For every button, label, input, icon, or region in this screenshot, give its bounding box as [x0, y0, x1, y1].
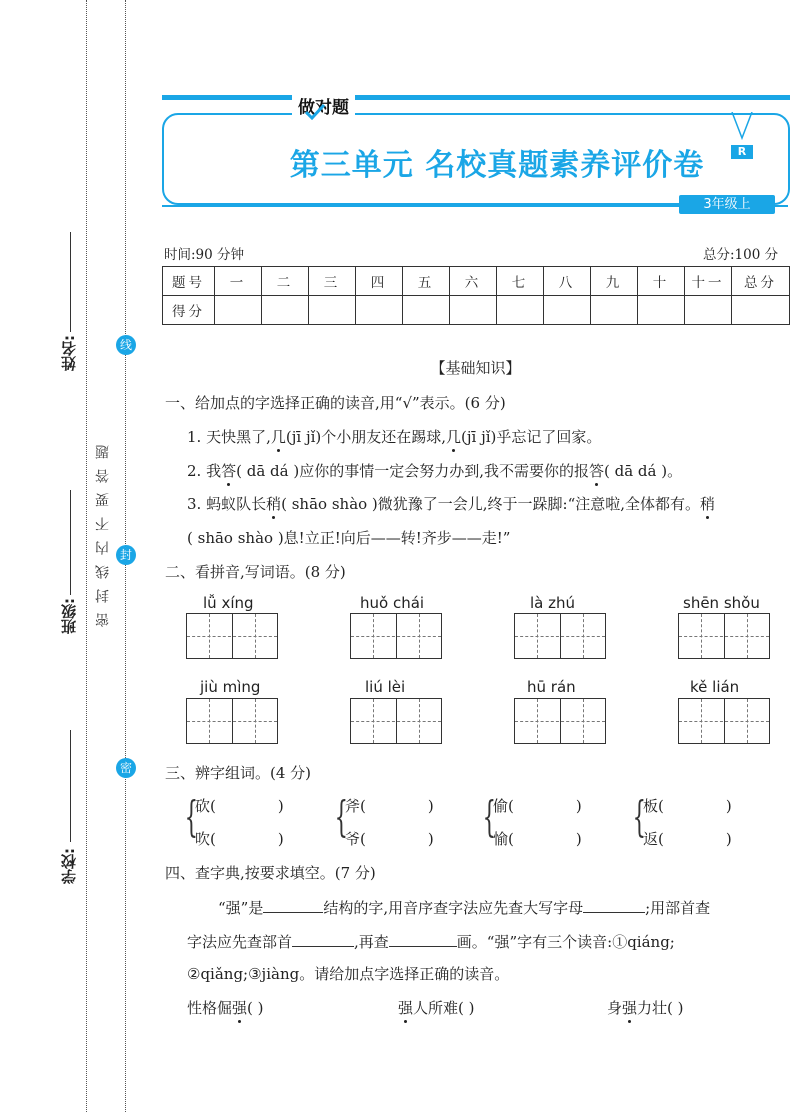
pinyin-label: jiù mìng [200, 678, 261, 696]
q1-l3-text: 3. 蚂蚁队长 [187, 495, 267, 513]
table-header-cell: 八 [544, 267, 591, 296]
banner-top-rule [162, 95, 790, 100]
dotted-char: 几 [446, 428, 462, 446]
word-pair-top [643, 795, 732, 816]
q4-text: 身 [607, 999, 623, 1017]
q1-line-2 [187, 460, 682, 481]
score-table-header-row [163, 267, 790, 296]
answer-paren[interactable]: 力壮( ) [637, 999, 684, 1017]
pinyin-label: shēn shǒu [683, 594, 760, 612]
paren-close: ) [725, 830, 732, 848]
table-header-cell: 三 [309, 267, 356, 296]
banner-tag: 做对题 [292, 93, 355, 118]
pinyin-label: là zhú [530, 594, 576, 612]
table-header-cell: 六 [450, 267, 497, 296]
dotted-char: 几 [270, 428, 286, 446]
score-cell[interactable] [450, 296, 497, 325]
brace: { [632, 792, 647, 841]
writing-grid[interactable] [678, 698, 770, 744]
q1-l2-text: ( dā dá )。 [604, 462, 683, 480]
table-header-label: 题号 [163, 267, 215, 296]
exam-time: 时间:90 分钟 [164, 247, 245, 263]
score-table-score-row [163, 296, 790, 325]
word-pair-bottom [643, 828, 732, 849]
word-pair-bottom [493, 828, 582, 849]
table-header-cell: 九 [591, 267, 638, 296]
q1-l3-text: ( shāo shào )微犹豫了一会儿,终于一跺脚:“注意啦,全体都有。 [281, 495, 701, 513]
q1-l2-text: ( dā dá )应你的事情一定会努力办到,我不需要你的报 [236, 462, 589, 480]
table-header-cell: 一 [215, 267, 262, 296]
table-score-label: 得分 [163, 296, 215, 325]
q1-l2-text: 2. 我 [187, 462, 222, 480]
dotted-char: 答 [588, 462, 604, 480]
char-label: 吹( [195, 830, 216, 848]
score-cell[interactable] [403, 296, 450, 325]
q1-line-1 [187, 426, 601, 447]
table-header-cell: 总分 [732, 267, 790, 296]
q4-text: 字法应先查部首 [187, 933, 293, 951]
word-pair-top [493, 795, 582, 816]
table-header-cell: 十 [638, 267, 685, 296]
school-label: 学校: [60, 848, 78, 884]
pinyin-label: lǚ xíng [203, 594, 254, 612]
q4-word-1 [187, 997, 264, 1018]
ribbon-icon [728, 112, 756, 146]
q4-text: “强”是 [218, 899, 264, 917]
q4-word-2 [398, 997, 475, 1018]
q1-line-3 [187, 493, 715, 514]
answer-paren[interactable]: 人所难( ) [413, 999, 475, 1017]
char-label: 砍( [195, 797, 216, 815]
checkmark-icon [305, 104, 325, 120]
score-cell[interactable] [309, 296, 356, 325]
q1-l1-text: (jī jǐ)个小朋友还在踢球, [285, 428, 447, 446]
answer-blank[interactable] [389, 932, 457, 947]
char-label: 返( [643, 830, 664, 848]
q1-title: 一、给加点的字选择正确的读音,用“√”表示。(6 分) [165, 394, 506, 412]
page-title: 第三单元 名校真题素养评价卷 [289, 148, 705, 183]
pinyin-label: huǒ chái [360, 594, 425, 612]
brace: { [184, 792, 199, 841]
score-cell[interactable] [544, 296, 591, 325]
score-table [162, 266, 790, 325]
q4-para-2 [187, 931, 675, 952]
seal-mi-badge: 密 [116, 758, 136, 778]
writing-grid[interactable] [350, 613, 442, 659]
writing-grid[interactable] [186, 613, 278, 659]
table-header-cell: 五 [403, 267, 450, 296]
char-label: 爷( [345, 830, 366, 848]
paren-close: ) [427, 830, 434, 848]
q1-line-4: ( shāo shào )息!立正!向后——转!齐步——走!” [187, 529, 511, 547]
q4-text: 画。“强”字有三个读音:①qiáng; [456, 933, 675, 951]
word-pair-top [195, 795, 284, 816]
q4-text: 结构的字,用音序查字法应先查大写字母 [323, 899, 584, 917]
pinyin-label: hū rán [527, 678, 576, 696]
class-blank [70, 490, 71, 595]
q4-text: ;用部首查 [645, 899, 711, 917]
writing-grid[interactable] [350, 698, 442, 744]
q4-title: 四、查字典,按要求填空。(7 分) [165, 864, 376, 882]
dotted-char: 强 [232, 999, 248, 1017]
score-cell[interactable] [591, 296, 638, 325]
dotted-char: 强 [398, 999, 414, 1017]
dotted-char: 强 [622, 999, 638, 1017]
writing-grid[interactable] [514, 613, 606, 659]
paren-close: ) [575, 797, 582, 815]
char-label: 愉( [493, 830, 514, 848]
paren-close: ) [575, 830, 582, 848]
answer-paren[interactable]: ( ) [247, 999, 264, 1017]
dotted-char: 答 [221, 462, 237, 480]
q2-title: 二、看拼音,写词语。(8 分) [165, 563, 346, 581]
exam-total: 总分:100 分 [703, 247, 779, 263]
dotted-char: 稍 [700, 495, 716, 513]
q4-word-3 [607, 997, 684, 1018]
section-title: 【基础知识】 [430, 359, 521, 377]
writing-grid[interactable] [514, 698, 606, 744]
pinyin-label: kě lián [690, 678, 740, 696]
q3-title: 三、辨字组词。(4 分) [165, 764, 312, 782]
table-header-cell: 四 [356, 267, 403, 296]
seal-feng-badge: 封 [116, 545, 136, 565]
name-label: 姓名: [60, 335, 78, 371]
q1-l1-text: 1. 天快黑了, [187, 428, 271, 446]
brace: { [334, 792, 349, 841]
school-blank [70, 730, 71, 842]
q4-para-3: ②qiǎng;③jiàng。请给加点字选择正确的读音。 [187, 965, 510, 983]
name-blank [70, 232, 71, 332]
score-cell[interactable] [497, 296, 544, 325]
word-pair-bottom [345, 828, 434, 849]
score-cell[interactable] [215, 296, 262, 325]
answer-blank[interactable] [292, 932, 354, 947]
table-header-cell: 二 [262, 267, 309, 296]
score-cell[interactable] [732, 296, 790, 325]
seal-line-notice: 密封线内不要答题 [95, 435, 111, 627]
char-label: 板( [643, 797, 664, 815]
char-label: 偷( [493, 797, 514, 815]
word-pair-bottom [195, 828, 284, 849]
class-label: 班级: [60, 598, 78, 634]
word-pair-top [345, 795, 434, 816]
q1-l1-text: (jī jǐ)乎忘记了回家。 [461, 428, 602, 446]
table-header-cell: 十一 [685, 267, 732, 296]
paren-close: ) [725, 797, 732, 815]
paren-close: ) [277, 797, 284, 815]
writing-grid[interactable] [186, 698, 278, 744]
brace: { [482, 792, 497, 841]
score-cell[interactable] [262, 296, 309, 325]
q4-text: 性格倔 [187, 999, 233, 1017]
pinyin-label: liú lèi [365, 678, 406, 696]
score-cell[interactable] [685, 296, 732, 325]
table-header-cell: 七 [497, 267, 544, 296]
answer-blank[interactable] [583, 898, 645, 913]
writing-grid[interactable] [678, 613, 770, 659]
score-cell[interactable] [356, 296, 403, 325]
dotted-char: 稍 [266, 495, 282, 513]
paren-close: ) [277, 830, 284, 848]
char-label: 斧( [345, 797, 366, 815]
grade-tag: 3年级上 [679, 195, 775, 214]
seal-xian-badge: 线 [116, 335, 136, 355]
answer-blank[interactable] [263, 898, 323, 913]
edition-badge: R [731, 145, 753, 159]
binding-line-left [86, 0, 87, 1112]
score-cell[interactable] [638, 296, 685, 325]
paren-close: ) [427, 797, 434, 815]
q4-para-1 [218, 897, 710, 918]
q4-text: ,再查 [354, 933, 389, 951]
